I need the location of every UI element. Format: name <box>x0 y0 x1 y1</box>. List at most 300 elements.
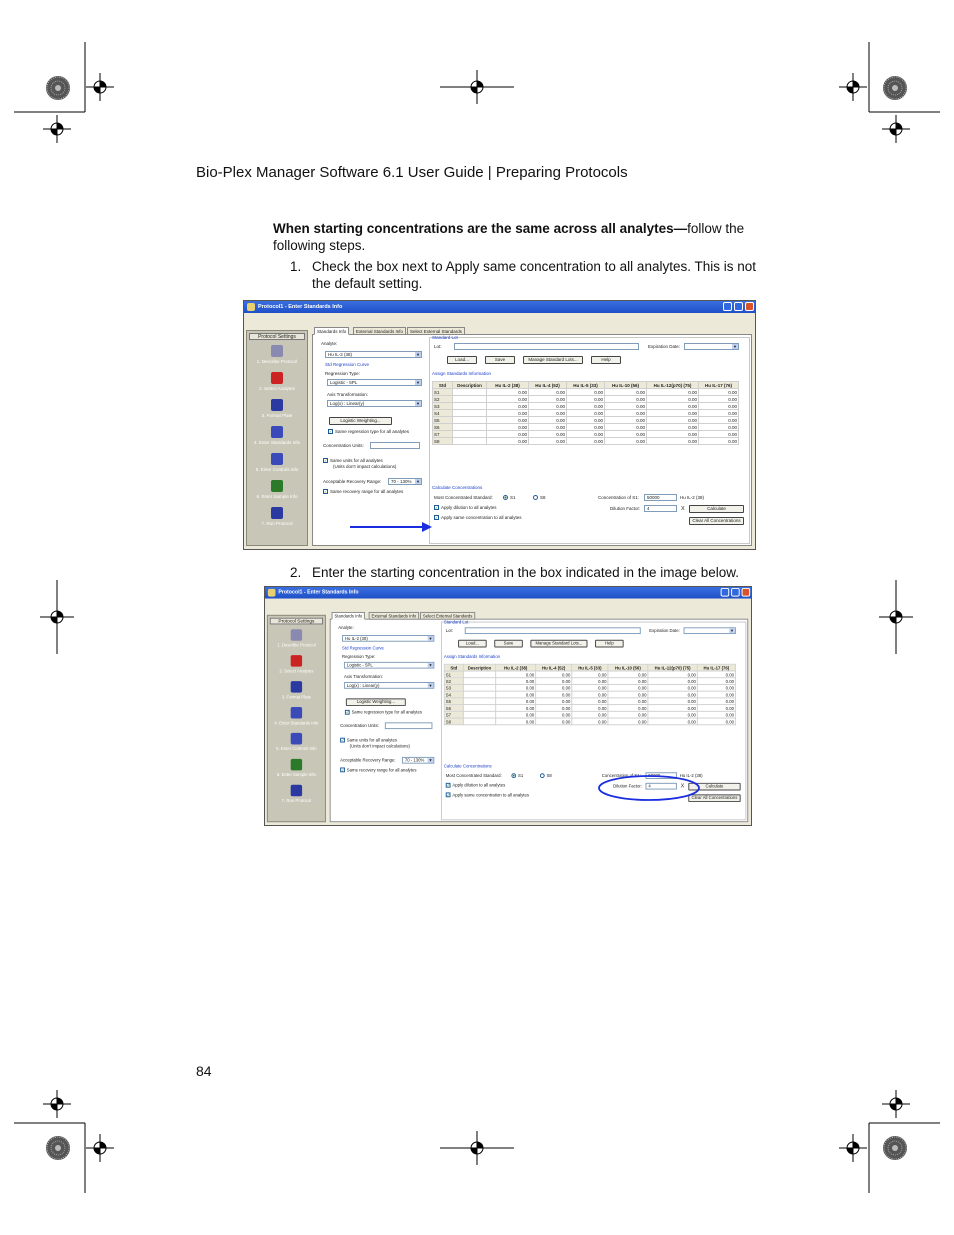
tab-external-standards-info[interactable]: External Standards Info <box>369 612 419 620</box>
same-regression-label: Same regression type for all analytes <box>335 429 410 434</box>
std-regression-curve-heading: Std Regression Curve <box>325 362 370 367</box>
analyte-label: Analyte: <box>338 625 354 631</box>
table-cell[interactable]: S6 <box>433 424 453 431</box>
table-cell[interactable]: S1 <box>444 671 463 678</box>
table-row[interactable] <box>433 438 739 445</box>
column-header[interactable]: Hu IL-17 (76) <box>697 664 735 671</box>
expiration-date-label: Expiration Date: <box>649 628 680 634</box>
tab-select-external-standards[interactable]: Select External Standards <box>407 327 465 335</box>
table-cell[interactable]: 0.00 <box>697 718 735 725</box>
table-cell[interactable]: 0.00 <box>699 410 739 417</box>
table-cell[interactable]: S8 <box>433 438 453 445</box>
table-row[interactable] <box>433 417 739 424</box>
same-recovery-checkbox[interactable]: ✓ <box>341 767 345 773</box>
table-cell[interactable]: S6 <box>444 705 463 712</box>
table-cell[interactable]: S7 <box>444 711 463 718</box>
sidebar-item[interactable] <box>247 507 307 526</box>
minimize-button[interactable] <box>721 588 730 597</box>
same-recovery-checkbox[interactable]: ✓ <box>324 489 328 494</box>
table-cell[interactable] <box>463 671 495 678</box>
sidebar-item-icon <box>271 372 283 384</box>
sidebar-item-label: 4. Enter Standards Info <box>274 720 319 726</box>
table-cell[interactable]: 0.00 <box>572 705 608 712</box>
lot-label: Lot: <box>434 344 442 349</box>
tab-select-external-standards[interactable]: Select External Standards <box>420 612 475 620</box>
chevron-down-icon: ▼ <box>428 683 433 688</box>
table-cell[interactable]: 0.00 <box>608 698 648 705</box>
chevron-down-icon: ▼ <box>416 352 420 357</box>
table-cell[interactable] <box>453 396 487 403</box>
table-cell[interactable]: 0.00 <box>487 389 529 396</box>
table-cell[interactable]: 0.00 <box>699 403 739 410</box>
table-cell[interactable]: 0.00 <box>572 684 608 691</box>
column-header[interactable]: Hu IL-10 (56) <box>605 382 647 389</box>
table-cell[interactable]: 0.00 <box>529 438 567 445</box>
table-cell[interactable]: 0.00 <box>699 424 739 431</box>
radio-s1-label: S1 <box>518 773 524 779</box>
table-cell[interactable]: 0.00 <box>697 711 735 718</box>
sidebar-item-label: 3. Format Plate <box>261 413 293 418</box>
table-cell[interactable]: 0.00 <box>648 691 697 698</box>
column-header[interactable]: Hu IL-12(p70) (75) <box>648 664 697 671</box>
tab-external-standards-info[interactable]: External Standards Info <box>353 327 406 335</box>
radio-s1[interactable] <box>511 773 516 778</box>
same-regression-label: Same regression type for all analytes <box>351 709 423 715</box>
table-row[interactable] <box>433 431 739 438</box>
same-regression-checkbox[interactable]: ✓ <box>345 709 350 715</box>
table-cell[interactable]: 0.00 <box>496 691 536 698</box>
maximize-button[interactable] <box>731 588 740 597</box>
table-cell[interactable]: 0.00 <box>647 424 699 431</box>
table-row[interactable] <box>433 403 739 410</box>
table-cell[interactable]: 0.00 <box>647 410 699 417</box>
table-row[interactable] <box>444 684 735 691</box>
column-header[interactable]: Hu IL-4 (52) <box>536 664 572 671</box>
concentration-s1-input[interactable]: 50000 <box>644 494 677 501</box>
sidebar-item[interactable] <box>247 399 307 418</box>
calculate-button[interactable]: Calculate <box>689 505 744 513</box>
table-cell[interactable]: 0.00 <box>697 671 735 678</box>
intro-bold: When starting concentrations are the same across all analytes— <box>273 221 688 236</box>
table-cell[interactable]: S2 <box>444 678 463 685</box>
radio-s8-label: S8 <box>546 773 552 779</box>
dilution-factor-label: Dilution Factor: <box>613 783 642 789</box>
help-button[interactable]: Help <box>595 640 624 648</box>
column-header[interactable]: Std <box>444 664 463 671</box>
table-row[interactable] <box>433 424 739 431</box>
table-row[interactable] <box>433 396 739 403</box>
chevron-down-icon: ▼ <box>416 401 420 406</box>
table-cell[interactable] <box>453 431 487 438</box>
table-cell[interactable]: 0.00 <box>567 396 605 403</box>
logistic-weighting-button[interactable]: Logistic Weighting... <box>346 698 406 706</box>
table-cell[interactable] <box>453 403 487 410</box>
load-button[interactable]: Load... <box>458 640 487 648</box>
table-cell[interactable]: 0.00 <box>699 438 739 445</box>
table-cell[interactable]: 0.00 <box>608 705 648 712</box>
table-cell[interactable]: 0.00 <box>608 691 648 698</box>
load-button[interactable]: Load... <box>447 356 477 364</box>
table-cell[interactable]: 0.00 <box>605 403 647 410</box>
table-cell[interactable]: 0.00 <box>567 424 605 431</box>
table-cell[interactable]: 0.00 <box>529 396 567 403</box>
table-cell[interactable]: 0.00 <box>567 431 605 438</box>
table-cell[interactable]: 0.00 <box>529 410 567 417</box>
sidebar-item[interactable] <box>268 707 325 725</box>
column-header[interactable]: Hu IL-4 (52) <box>529 382 567 389</box>
table-cell[interactable]: S4 <box>433 410 453 417</box>
dilution-factor-input[interactable]: 4 <box>644 505 677 512</box>
table-cell[interactable]: 0.00 <box>647 403 699 410</box>
table-cell[interactable] <box>463 691 495 698</box>
sidebar-item[interactable] <box>247 426 307 445</box>
table-row[interactable] <box>444 705 735 712</box>
expiration-date-picker[interactable] <box>684 627 736 634</box>
apply-dilution-label: Apply dilution to all analytes <box>452 782 506 788</box>
table-cell[interactable]: S3 <box>444 684 463 691</box>
table-cell[interactable]: 0.00 <box>608 684 648 691</box>
sidebar-item-icon <box>271 507 283 519</box>
table-cell[interactable]: 0.00 <box>648 671 697 678</box>
sidebar-item-label: 7. Run Protocol <box>261 521 293 526</box>
concentration-units-input[interactable] <box>370 442 420 449</box>
table-cell[interactable]: S1 <box>433 389 453 396</box>
chevron-down-icon: ▼ <box>416 380 420 385</box>
table-cell[interactable]: 0.00 <box>608 711 648 718</box>
save-button[interactable]: Save <box>485 356 515 364</box>
table-cell[interactable]: S2 <box>433 396 453 403</box>
manage-standard-lots-button[interactable]: Manage Standard Lots... <box>523 356 583 364</box>
table-row[interactable] <box>444 711 735 718</box>
table-cell[interactable]: 0.00 <box>572 671 608 678</box>
same-units-label: Same units for all analytes <box>346 737 398 743</box>
table-cell[interactable]: 0.00 <box>496 698 536 705</box>
table-cell[interactable]: 0.00 <box>605 389 647 396</box>
table-cell[interactable]: 0.00 <box>699 389 739 396</box>
sidebar-item-label: 2. Select Analytes <box>279 668 314 674</box>
table-cell[interactable]: 0.00 <box>605 396 647 403</box>
apply-dilution-checkbox[interactable]: ✓ <box>435 505 439 510</box>
column-header[interactable]: Std <box>433 382 453 389</box>
sidebar-item-label: 4. Enter Standards Info <box>253 440 301 445</box>
concentration-units-label: Concentration Units: <box>340 723 379 729</box>
tab-standards-info[interactable]: Standards Info <box>332 612 366 620</box>
table-cell[interactable]: 0.00 <box>697 678 735 685</box>
table-row[interactable] <box>444 698 735 705</box>
table-cell[interactable]: 0.00 <box>697 691 735 698</box>
analyte-select[interactable]: Hu IL-2 (38) ▼ <box>342 635 434 642</box>
table-cell[interactable]: 0.00 <box>605 417 647 424</box>
table-cell[interactable]: 0.00 <box>487 410 529 417</box>
sidebar-item-label: 6. Enter Sample Info <box>256 494 298 499</box>
intro-paragraph <box>273 220 753 254</box>
sidebar-item[interactable] <box>268 733 325 751</box>
regression-type-select[interactable]: Logistic - 5PL ▼ <box>327 379 422 386</box>
radio-s8[interactable] <box>540 773 545 778</box>
same-recovery-label: Same recovery range for all analytes <box>330 489 404 494</box>
table-cell[interactable]: 0.00 <box>572 678 608 685</box>
table-cell[interactable]: 0.00 <box>536 671 572 678</box>
table-cell[interactable]: 0.00 <box>529 431 567 438</box>
table-cell[interactable]: 0.00 <box>572 691 608 698</box>
minimize-button[interactable] <box>723 302 732 311</box>
recovery-range-select[interactable]: 70 - 130% ▼ <box>402 757 434 764</box>
window-title: Protocol1 - Enter Standards Info <box>278 589 359 596</box>
sidebar-item-label: 5. Enter Controls Info <box>276 746 317 752</box>
table-cell[interactable] <box>463 698 495 705</box>
logistic-weighting-button[interactable]: Logistic Weighting... <box>329 417 392 425</box>
clear-all-concentrations-button[interactable]: Clear All Concentrations <box>689 517 744 525</box>
calculate-button[interactable]: Calculate <box>688 783 740 791</box>
axis-transformation-select[interactable]: Log(x) : Linear(y) ▼ <box>327 400 422 407</box>
table-cell[interactable]: 0.00 <box>496 671 536 678</box>
table-row[interactable] <box>433 389 739 396</box>
concentration-units-label: Concentration Units: <box>323 443 364 448</box>
sidebar-item-label: 7. Run Protocol <box>281 798 312 803</box>
lot-input[interactable] <box>465 627 641 634</box>
table-cell[interactable]: S7 <box>433 431 453 438</box>
table-cell[interactable]: 0.00 <box>529 424 567 431</box>
sidebar-header: Protocol Settings <box>249 333 305 340</box>
table-cell[interactable]: 0.00 <box>648 711 697 718</box>
table-cell[interactable]: 0.00 <box>605 438 647 445</box>
same-units-label: Same units for all analytes <box>330 458 383 463</box>
table-cell[interactable] <box>463 684 495 691</box>
sidebar-item-label: 3. Format Plate <box>281 694 312 700</box>
apply-same-concentration-checkbox[interactable]: ✓ <box>435 515 439 520</box>
table-cell[interactable]: 0.00 <box>536 718 572 725</box>
table-cell[interactable]: 0.00 <box>572 711 608 718</box>
table-cell[interactable]: 0.00 <box>647 438 699 445</box>
clear-all-concentrations-button[interactable]: Clear All Concentrations <box>688 794 740 802</box>
column-header[interactable]: Hu IL-10 (56) <box>608 664 648 671</box>
sidebar-header: Protocol Settings <box>270 618 323 625</box>
table-cell[interactable]: 0.00 <box>529 403 567 410</box>
lot-label: Lot: <box>445 628 453 634</box>
table-cell[interactable]: 0.00 <box>536 698 572 705</box>
concentration-analyte-suffix: Hu IL-2 (38) <box>679 773 703 779</box>
column-header[interactable]: Description <box>453 382 487 389</box>
radio-s8[interactable] <box>533 495 538 500</box>
table-cell[interactable]: 0.00 <box>699 431 739 438</box>
title-bar <box>244 301 755 313</box>
screenshot-2 <box>264 586 752 826</box>
radio-s1[interactable] <box>503 495 508 500</box>
standards-table[interactable] <box>444 664 736 725</box>
apply-same-concentration-label: Apply same concentration to all analytes <box>441 515 522 520</box>
protocol-sidebar <box>267 615 326 822</box>
table-cell[interactable]: 0.00 <box>699 417 739 424</box>
sidebar-item[interactable] <box>247 480 307 499</box>
table-cell[interactable]: 0.00 <box>567 417 605 424</box>
table-cell[interactable] <box>453 424 487 431</box>
table-cell[interactable] <box>463 718 495 725</box>
table-cell[interactable]: S5 <box>444 698 463 705</box>
same-units-checkbox[interactable]: ✓ <box>341 737 345 743</box>
table-cell[interactable]: 0.00 <box>496 718 536 725</box>
table-cell[interactable]: 0.00 <box>487 431 529 438</box>
table-row[interactable] <box>444 718 735 725</box>
sidebar-item-icon <box>291 785 302 797</box>
table-cell[interactable]: 0.00 <box>605 424 647 431</box>
table-cell[interactable]: 0.00 <box>648 705 697 712</box>
table-cell[interactable]: 0.00 <box>608 671 648 678</box>
column-header[interactable]: Description <box>463 664 495 671</box>
table-cell[interactable]: 0.00 <box>536 705 572 712</box>
table-cell[interactable]: 0.00 <box>648 718 697 725</box>
recovery-range-label: Acceptable Recovery Range: <box>340 757 396 763</box>
step-number: 1. <box>290 259 302 274</box>
column-header[interactable]: Hu IL-12(p70) (75) <box>647 382 699 389</box>
dialog-window <box>265 587 751 825</box>
sidebar-item-icon <box>271 345 283 357</box>
table-cell[interactable] <box>463 705 495 712</box>
table-cell[interactable] <box>463 711 495 718</box>
assign-standards-heading: Assign Standards Information <box>432 371 492 376</box>
sidebar-item[interactable] <box>247 453 307 472</box>
table-row[interactable] <box>444 678 735 685</box>
expiration-date-picker[interactable] <box>684 343 739 350</box>
table-cell[interactable]: 0.00 <box>697 698 735 705</box>
table-row[interactable] <box>444 671 735 678</box>
table-cell[interactable]: 0.00 <box>529 389 567 396</box>
table-cell[interactable]: 0.00 <box>572 698 608 705</box>
axis-transformation-select[interactable]: Log(x) : Linear(y) ▼ <box>344 682 434 689</box>
standards-table[interactable] <box>432 381 739 445</box>
table-cell[interactable]: 0.00 <box>647 389 699 396</box>
table-cell[interactable]: 0.00 <box>697 705 735 712</box>
calculate-concentrations-heading: Calculate Concentrations <box>432 485 483 490</box>
column-header[interactable]: Hu IL-5 (33) <box>572 664 608 671</box>
table-cell[interactable] <box>453 417 487 424</box>
table-cell[interactable]: 0.00 <box>529 417 567 424</box>
same-units-note: (Units don't impact calculations) <box>333 464 397 469</box>
table-cell[interactable] <box>453 410 487 417</box>
analyte-select[interactable]: Hu IL-2 (38) ▼ <box>325 351 422 358</box>
sidebar-item-label: 5. Enter Controls Info <box>255 467 299 472</box>
sidebar-item[interactable] <box>268 759 325 777</box>
help-button[interactable]: Help <box>591 356 621 364</box>
table-cell[interactable]: 0.00 <box>647 431 699 438</box>
close-button[interactable] <box>745 302 754 311</box>
table-cell[interactable]: 0.00 <box>487 424 529 431</box>
table-cell[interactable]: 0.00 <box>647 396 699 403</box>
close-button[interactable] <box>741 588 750 597</box>
table-cell[interactable]: S4 <box>444 691 463 698</box>
dilution-factor-input[interactable]: 4 <box>646 783 677 790</box>
radio-s8-label: S8 <box>540 495 546 500</box>
table-cell[interactable]: S8 <box>444 718 463 725</box>
column-header[interactable]: Hu IL-17 (76) <box>699 382 739 389</box>
table-cell[interactable]: 0.00 <box>567 438 605 445</box>
chevron-down-icon: ▼ <box>733 344 737 349</box>
column-header[interactable]: Hu IL-2 (38) <box>487 382 529 389</box>
column-header[interactable]: Hu IL-5 (33) <box>567 382 605 389</box>
table-cell[interactable] <box>463 678 495 685</box>
table-cell[interactable]: 0.00 <box>648 698 697 705</box>
app-icon <box>247 303 255 311</box>
sidebar-item[interactable] <box>268 785 325 803</box>
table-cell[interactable]: 0.00 <box>496 711 536 718</box>
table-cell[interactable]: 0.00 <box>648 684 697 691</box>
regression-type-select[interactable]: Logistic - 5PL ▼ <box>344 662 434 669</box>
same-units-checkbox[interactable]: ✓ <box>324 458 328 463</box>
table-cell[interactable]: 0.00 <box>699 396 739 403</box>
sidebar-item-label: 1. Describe Protocol <box>277 642 316 648</box>
table-cell[interactable]: S5 <box>433 417 453 424</box>
page-number: 84 <box>196 1063 212 1079</box>
apply-same-concentration-checkbox[interactable]: ✓ <box>446 792 450 798</box>
chevron-down-icon: ▼ <box>730 628 734 634</box>
table-cell[interactable]: 0.00 <box>605 431 647 438</box>
table-cell[interactable]: 0.00 <box>487 403 529 410</box>
same-recovery-label: Same recovery range for all analytes <box>346 767 417 773</box>
concentration-units-input[interactable] <box>385 722 433 729</box>
recovery-range-select[interactable]: 70 - 130% ▼ <box>388 478 422 485</box>
table-cell[interactable]: 0.00 <box>496 678 536 685</box>
table-cell[interactable]: 0.00 <box>536 711 572 718</box>
table-cell[interactable]: 0.00 <box>536 684 572 691</box>
concentration-s1-input[interactable]: 50000 <box>646 772 677 779</box>
table-cell[interactable]: 0.00 <box>697 684 735 691</box>
multiply-sign: X <box>680 783 685 790</box>
table-cell[interactable] <box>453 389 487 396</box>
lot-input[interactable] <box>454 343 639 350</box>
table-cell[interactable]: 0.00 <box>572 718 608 725</box>
table-cell[interactable]: 0.00 <box>647 417 699 424</box>
table-cell[interactable]: 0.00 <box>487 417 529 424</box>
table-cell[interactable]: 0.00 <box>487 396 529 403</box>
sidebar-item-icon <box>271 426 283 438</box>
standard-lot-heading: Standard Lot <box>432 335 458 340</box>
table-cell[interactable]: 0.00 <box>496 684 536 691</box>
chevron-down-icon: ▼ <box>428 662 433 668</box>
table-cell[interactable]: 0.00 <box>536 678 572 685</box>
tab-standards-info[interactable]: Standards Info <box>314 327 349 335</box>
table-cell[interactable]: 0.00 <box>648 678 697 685</box>
table-row[interactable] <box>433 410 739 417</box>
save-button[interactable]: Save <box>494 640 523 648</box>
sidebar-item-label: 6. Enter Sample Info <box>276 772 316 778</box>
manage-standard-lots-button[interactable]: Manage Standard Lots... <box>530 640 587 648</box>
sidebar-item[interactable] <box>247 345 307 364</box>
sidebar-item[interactable] <box>268 681 325 699</box>
table-cell[interactable]: 0.00 <box>567 403 605 410</box>
sidebar-item-icon <box>291 655 302 667</box>
table-cell[interactable]: 0.00 <box>605 410 647 417</box>
table-cell[interactable]: 0.00 <box>536 691 572 698</box>
axis-transformation-label: Axis Transformation: <box>327 392 369 397</box>
table-row[interactable] <box>444 691 735 698</box>
sidebar-item[interactable] <box>268 629 325 647</box>
same-regression-checkbox[interactable]: ✓ <box>329 429 333 434</box>
table-cell[interactable]: 0.00 <box>608 678 648 685</box>
table-cell[interactable]: S3 <box>433 403 453 410</box>
table-cell[interactable] <box>453 438 487 445</box>
column-header[interactable]: Hu IL-2 (38) <box>496 664 536 671</box>
sidebar-item-icon <box>291 629 302 641</box>
table-cell[interactable]: 0.00 <box>496 705 536 712</box>
table-cell[interactable]: 0.00 <box>567 410 605 417</box>
table-cell[interactable]: 0.00 <box>608 718 648 725</box>
sidebar-item[interactable] <box>268 655 325 673</box>
table-cell[interactable]: 0.00 <box>567 389 605 396</box>
sidebar-item[interactable] <box>247 372 307 391</box>
regression-type-label: Regression Type: <box>325 371 360 376</box>
table-cell[interactable]: 0.00 <box>487 438 529 445</box>
maximize-button[interactable] <box>734 302 743 311</box>
apply-dilution-checkbox[interactable]: ✓ <box>446 782 450 788</box>
